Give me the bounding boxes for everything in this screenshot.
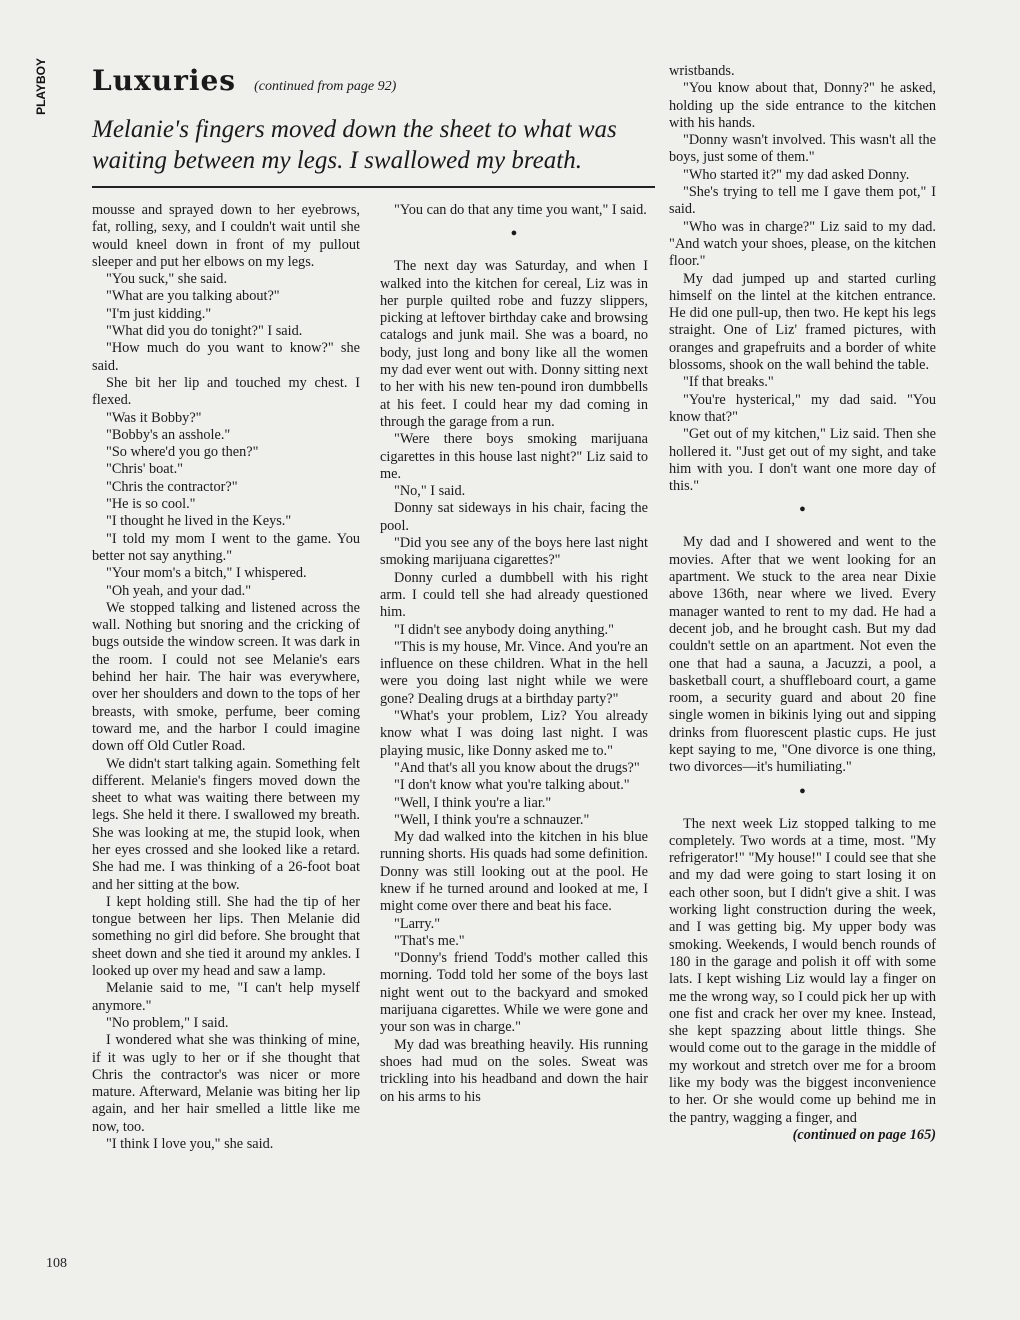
paragraph: The next day was Saturday, and when I walked into the kitchen for cereal, Liz was in her purple quilted robe and fuzzy slippers, picking at leftover birthday cake and browsing catalogs and junk mail. She was a board, no body, just long and bony like all the women my dad ever went out with. Donny sitting next to her with his new ten-pound iron dumbbells at his feet. I could hear my dad coming in through the garage from a run.: [380, 258, 648, 430]
paragraph: "So where'd you go then?": [106, 444, 259, 461]
paragraph: "You suck," she said.: [106, 271, 228, 288]
header-rule: [92, 186, 655, 188]
paragraph: "What are you talking about?": [106, 288, 280, 305]
paragraph: We didn't start talking again. Something felt different. Melanie's fingers moved down the sheet to what was waiting there between my legs. She held it there. I swallowed my breath. She was looking at me, the stupid look, when her eyes crossed and she looked like a retard. She had me. I was thinking of a 26-foot boat and her sitting at the bow.: [92, 755, 360, 893]
paragraph: "How much do you want to know?" she said.: [92, 340, 360, 374]
paragraph: Donny curled a dumbbell with his right arm. I could tell she had already questioned him.: [380, 569, 648, 621]
paragraph: I kept holding still. She had the tip of her tongue between her lips. Then Melanie did something no girl did before. She brought that sheet down and she tied it around my ankles. I looked up over my head and saw a lamp.: [92, 893, 360, 980]
paragraph: The next week Liz stopped talking to me completely. Two words at a time, most. "My refrigerator!" "My house!" I could see that she and my dad were going to start losing it on each other soon, but I didn't give a shit. I was working light construction during the week, and I was getting big. My upper body was smoking. Weekends, I would bench rounds of 180 in the garage and polish it off with some lats. I kept wishing Liz would lay a finger on me the wrong way, so I could pick her up with one fist and crack her over my knee. Instead, she kept spazzing about little things. She would come out to the garage in the middle of my workout and stretch over me for a broom like my body was the biggest inconvenience to her. Or she would come up behind me in the pantry, wagging a finger, and: [669, 815, 936, 1126]
paragraph: "Bobby's an asshole.": [106, 426, 231, 443]
section-break-dot: ●: [510, 227, 518, 240]
paragraph: Donny sat sideways in his chair, facing the pool.: [380, 500, 648, 534]
paragraph: "Were there boys smoking marijuana cigarettes in this house last night?" Liz said to me.: [380, 431, 648, 482]
section-break-dot: ●: [799, 503, 806, 516]
paragraph: My dad and I showered and went to the movies. After that we went looking for an apartment. We stuck to the area near Dixie above 136th, near where we lived. Every manager wanted to rent to my dad. He had a decent job, and he brought cash. But my dad couldn't settle on an apartment. Not even the one that had a sauna, a Jacuzzi, a pool, a basketball court, a shuffleboard court, a game room, a security guard and about 20 fine single women in bikinis lying out and sipping drinks from fluorescent plastic cups. He just kept saying to me, "One divorce is one thing, two divorces—it's humiliating.": [669, 534, 936, 776]
paragraph: "I told my mom I went to the game. You better not say anything.": [92, 530, 360, 564]
article-header: [92, 64, 652, 97]
paragraph: "Chris the contractor?": [106, 478, 238, 495]
pull-quote: Melanie's fingers moved down the sheet to what was waiting between my legs. I swallowed my breath.: [92, 116, 617, 174]
paragraph: "This is my house, Mr. Vince. And you're an influence on these children. What in the hell were you doing last night while we were gone? Dealing drugs at a birthday party?": [380, 638, 648, 707]
text-column-2: [380, 202, 648, 1106]
paragraph: "She's trying to tell me I gave them pot," I said.: [669, 184, 936, 218]
paragraph: "What did you do tonight?" I said.: [106, 323, 303, 340]
paragraph: wristbands.: [669, 63, 735, 79]
section-break-dot: ●: [799, 784, 806, 797]
paragraph: "I'm just kidding.": [106, 305, 212, 322]
paragraph: "I don't know what you're talking about.": [394, 777, 630, 794]
paragraph: "I thought he lived in the Keys.": [106, 513, 292, 530]
paragraph: "Who started it?" my dad asked Donny.: [683, 166, 910, 183]
paragraph: She bit her lip and touched my chest. I flexed.: [92, 374, 360, 409]
text-column-3: [669, 63, 936, 1144]
continued-from-note: (continued from page 92): [254, 79, 397, 94]
paragraph: "Get out of my kitchen," Liz said. Then she hollered it. "Just get out of my sight, and take him with you. I don't want one more day of this.": [669, 426, 936, 495]
paragraph: My dad walked into the kitchen in his blue running shorts. His quads had some definition. Donny was still looking out at the pool. He knew if he turned around and looked at me, I might come over there and beat his face.: [380, 829, 648, 915]
paragraph: "What's your problem, Liz? You already know what I was doing last night. I was playing music, like Donny asked me to.": [380, 708, 648, 759]
paragraph: "Chris' boat.": [106, 461, 183, 478]
section-title: Luxuries: [92, 64, 237, 97]
text-column-1: [92, 202, 360, 1153]
paragraph: "If that breaks.": [683, 374, 774, 391]
paragraph: "Your mom's a bitch," I whispered.: [106, 565, 307, 582]
paragraph: "And that's all you know about the drugs?": [394, 759, 640, 776]
paragraph: "Did you see any of the boys here last night smoking marijuana cigarettes?": [380, 535, 648, 569]
paragraph: "Donny wasn't involved. This wasn't all the boys, just some of them.": [669, 132, 936, 166]
paragraph: "Donny's friend Todd's mother called this morning. Todd told her some of the boys last night went out to the backyard and smoked marijuana cigarettes. While we were gone and your son was in charge.": [380, 950, 648, 1036]
paragraph: I wondered what she was thinking of mine, if it was ugly to her or if she thought that Chris the contractor's was nicer or more mature. Afterward, Melanie was biting her lip again, and her hair smelled a little like me now, too.: [92, 1032, 360, 1135]
paragraph: My dad jumped up and started curling himself on the lintel at the kitchen entrance. He did one pull-up, then two. He kept his legs straight. One of Liz' framed pictures, with oranges and grapefruits and a border of white blossoms, shook on the wall behind the table.: [669, 270, 936, 374]
magazine-name: PLAYBOY: [34, 58, 48, 115]
paragraph: "I didn't see anybody doing anything.": [394, 621, 614, 638]
paragraph: "Was it Bobby?": [106, 409, 202, 426]
paragraph: "Well, I think you're a liar.": [394, 794, 552, 811]
continued-on-note: (continued on page 165): [792, 1126, 936, 1143]
paragraph: mousse and sprayed down to her eyebrows, fat, rolling, sexy, and I couldn't wait until she would kneel down in front of my pullout sleeper and put her elbows on my legs.: [92, 202, 360, 270]
paragraph: "Well, I think you're a schnauzer.": [394, 811, 590, 828]
paragraph: "You know about that, Donny?" he asked, holding up the side entrance to the kitchen with his hands.: [669, 80, 936, 131]
paragraph: "You're hysterical," my dad said. "You know that?": [669, 391, 936, 425]
paragraph: We stopped talking and listened across the wall. Nothing but snoring and the cricking of bugs outside the window screen. It was dark in the room. I could not see Melanie's ears behind her hair. The hair was everywhere, over her shoulders and down to the tops of her breasts, with smoke, perfume, beer coming toward me, and the harbor I could imagine down off Old Cutler Road.: [92, 599, 361, 755]
paragraph: "I think I love you," she said.: [106, 1136, 274, 1153]
paragraph: My dad was breathing heavily. His running shoes had mud on the soles. Sweat was trickling into his headband and down the hair on his arms to his: [380, 1036, 648, 1105]
paragraph: "He is so cool.": [106, 496, 196, 513]
paragraph: "Who was in charge?" Liz said to my dad. "And watch your shoes, please, on the kitchen floor.": [669, 218, 936, 270]
page-number: 108: [46, 1256, 67, 1271]
paragraph: Melanie said to me, "I can't help myself anymore.": [92, 980, 360, 1014]
paragraph: "Oh yeah, and your dad.": [106, 582, 252, 599]
paragraph: "No," I said.: [394, 483, 466, 500]
paragraph: "Larry.": [394, 915, 441, 932]
paragraph: "You can do that any time you want," I said.: [394, 202, 647, 218]
paragraph: "That's me.": [394, 932, 465, 949]
paragraph: "No problem," I said.: [106, 1014, 229, 1031]
